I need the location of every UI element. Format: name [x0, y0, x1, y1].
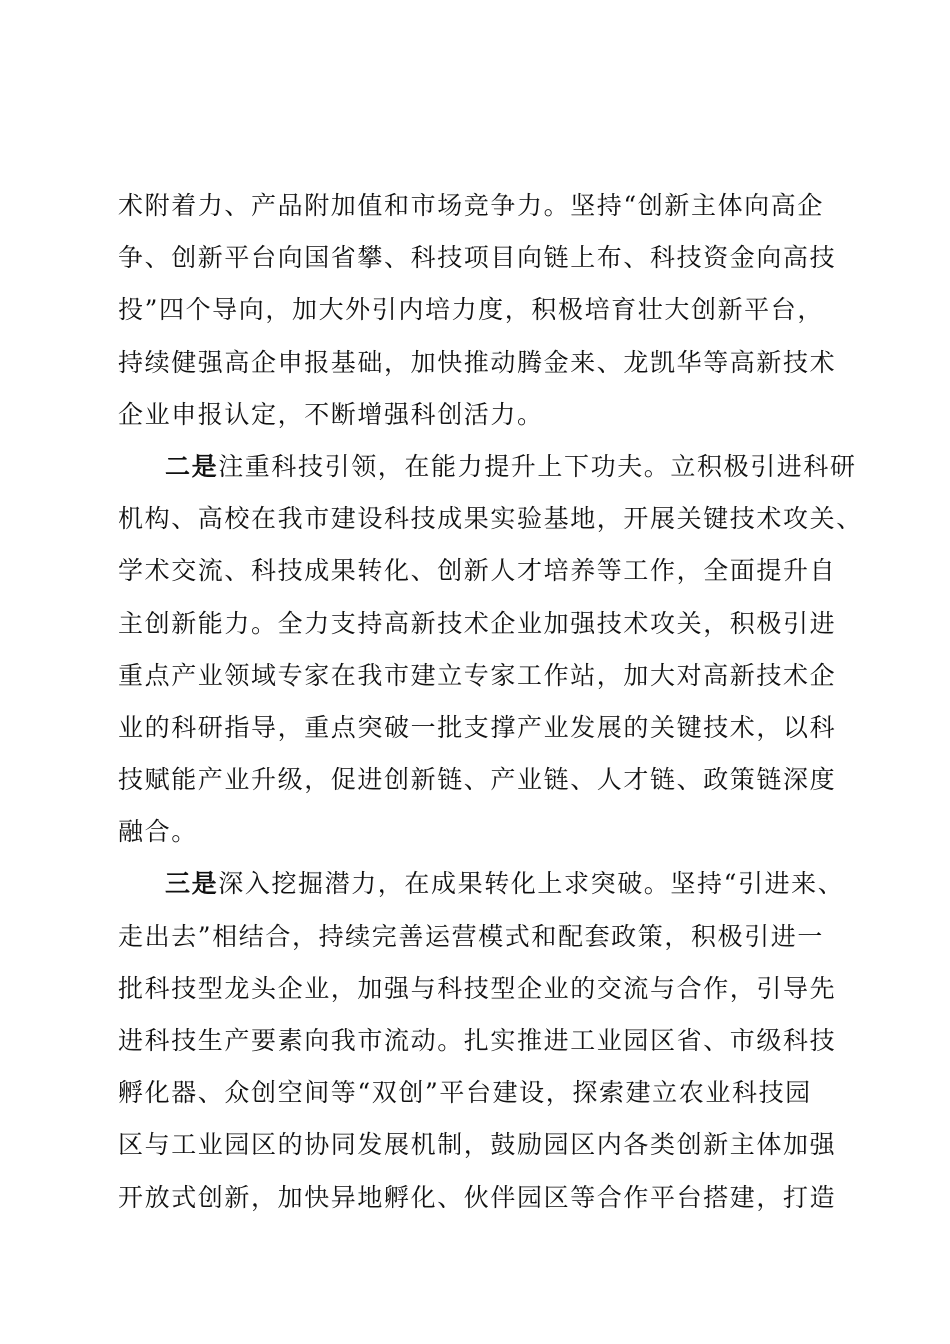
text-line [118, 180, 838, 232]
text-line [118, 963, 838, 1015]
line-text: 孵化器、众创空间等“双创”平台建设，探索建立农业科技园 [118, 1078, 812, 1108]
line-text: 学术交流、科技成果转化、创新人才培养等工作，全面提升自 [118, 556, 837, 586]
text-line [118, 493, 863, 545]
text-line [118, 1119, 838, 1171]
text-line [118, 232, 838, 284]
document-body [118, 180, 863, 1224]
paragraph-lead-two: 二是 [165, 451, 219, 481]
text-line [118, 1172, 838, 1224]
line-text: 开放式创新，加快异地孵化、伙伴园区等合作平台搭建，打造 [118, 1182, 837, 1212]
paragraph-3-first-line [118, 858, 845, 910]
line-text: 业的科研指导，重点突破一批支撑产业发展的关键技术，以科 [118, 712, 837, 742]
text-line [118, 1015, 838, 1067]
text-line [118, 545, 838, 597]
line-text: 技赋能产业升级，促进创新链、产业链、人才链、政策链深度 [118, 765, 837, 795]
text-line [118, 598, 838, 650]
paragraph-2-first-line [118, 441, 857, 493]
paragraph-lead-three: 三是 [165, 869, 219, 899]
text-line [118, 650, 838, 702]
line-text: 持续健强高企申报基础，加快推动腾金来、龙凯华等高新技术 [118, 347, 837, 377]
line-text: 机构、高校在我市建设科技成果实验基地，开展关键技术攻关、 [118, 504, 863, 534]
line-text: 重点产业领域专家在我市建立专家工作站，加大对高新技术企 [118, 660, 837, 690]
line-text: 主创新能力。全力支持高新技术企业加强技术攻关，积极引进 [118, 608, 837, 638]
line-text: 进科技生产要素向我市流动。扎实推进工业园区省、市级科技 [118, 1026, 837, 1055]
text-line [118, 337, 838, 389]
line-text: 深入挖掘潜力，在成果转化上求突破。坚持“引进来、 [218, 869, 845, 899]
text-line [118, 284, 838, 336]
text-line [118, 702, 838, 754]
line-text: 术附着力、产品附加值和市场竞争力。坚持“创新主体向高企 [118, 191, 824, 220]
line-text: 区与工业园区的协同发展机制，鼓励园区内各类创新主体加强 [118, 1130, 837, 1160]
line-text: 走出去”相结合，持续完善运营模式和配套政策，积极引进一 [118, 921, 824, 951]
line-text: 批科技型龙头企业，加强与科技型企业的交流与合作，引导先 [118, 973, 837, 1003]
line-text: 融合。 [118, 817, 198, 847]
line-text: 注重科技引领，在能力提升上下功夫。立积极引进科研 [218, 451, 857, 481]
line-text: 投”四个导向，加大外引内培力度，积极培育壮大创新平台， [118, 295, 824, 325]
text-line [118, 389, 838, 441]
line-text: 争、创新平台向国省攀、科技项目向链上布、科技资金向高技 [118, 243, 837, 273]
text-line [118, 806, 838, 858]
text-line [118, 911, 838, 963]
text-line [118, 754, 838, 806]
text-line [118, 1067, 838, 1119]
line-text: 企业申报认定，不断增强科创活力。 [118, 399, 544, 429]
